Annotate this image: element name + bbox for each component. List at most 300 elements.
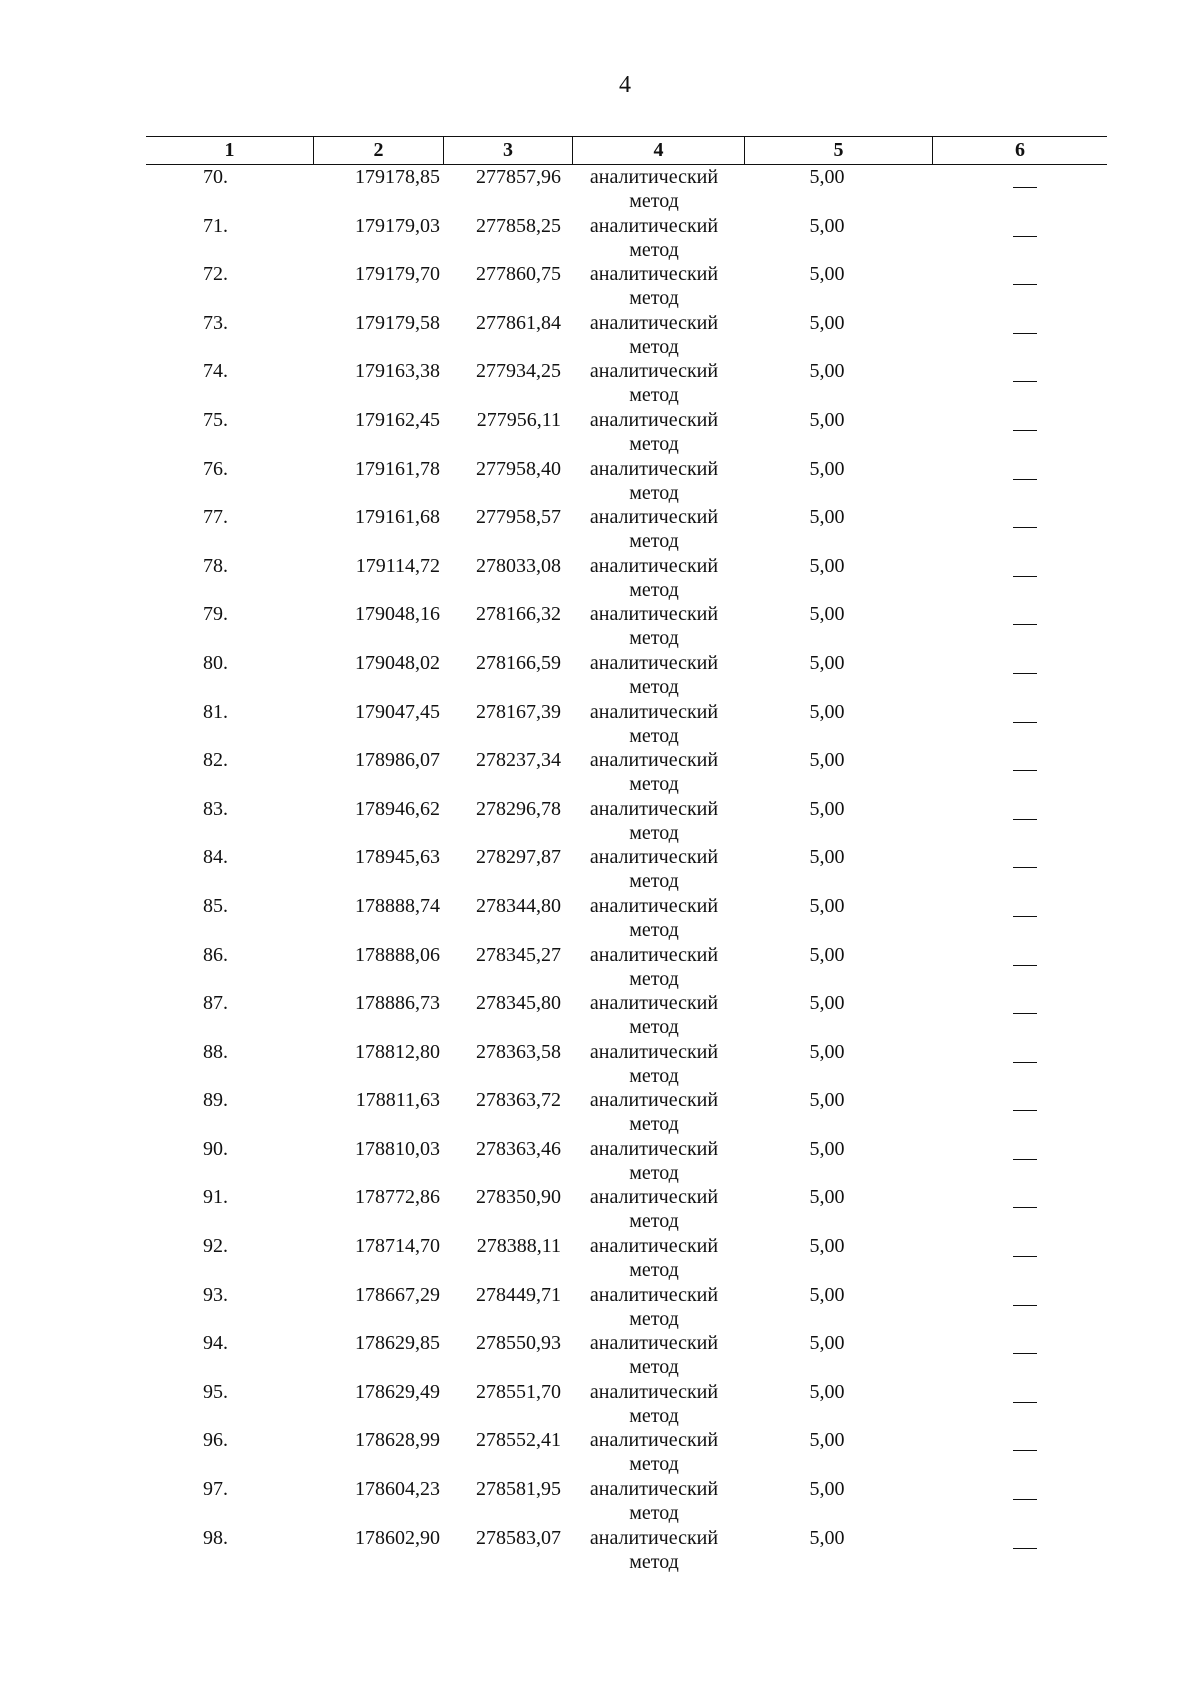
method-cell [573,457,745,506]
precision: 5,00 [809,1040,845,1063]
table-row [146,894,1107,943]
method-line-1: аналитический [589,263,719,286]
coord-y: 278363,46 [476,1137,561,1160]
method-line-2: метод [629,238,679,261]
method-cell [573,602,745,651]
method-line-1: аналитический [589,408,719,431]
coord-y: 278350,90 [476,1186,561,1209]
note-cell [933,359,1107,408]
coord-x: 179162,45 [355,408,440,431]
dash-mark [1013,479,1037,480]
note-cell [933,505,1107,554]
precision: 5,00 [809,457,845,480]
method-line-1: аналитический [589,797,719,820]
method-line-1: аналитический [589,1332,719,1355]
coord-y: 278166,59 [476,651,561,674]
note-cell [933,651,1107,700]
method-cell [573,1428,745,1477]
method-cell [573,408,745,457]
method-line-2: метод [629,1161,679,1184]
point-number: 76. [203,457,228,480]
method-line-2: метод [629,627,679,650]
dash-mark [1013,1402,1037,1403]
method-line-1: аналитический [589,166,719,188]
coord-y: 278033,08 [476,554,561,577]
precision: 5,00 [809,554,845,577]
table-row [146,602,1107,651]
dash-mark [1013,527,1037,528]
method-cell [573,651,745,700]
method-cell [573,1137,745,1186]
point-number: 79. [203,603,228,626]
coord-x: 178811,63 [355,1089,440,1112]
method-line-2: метод [629,1259,679,1282]
method-line-1: аналитический [589,1526,719,1549]
table-row [146,991,1107,1040]
table-row [146,457,1107,506]
coord-y: 277861,84 [476,311,561,334]
coord-x: 179179,58 [355,311,440,334]
table-body [146,165,1107,1574]
coord-y: 277857,96 [476,166,561,188]
method-cell [573,214,745,263]
point-number: 85. [203,894,228,917]
method-line-1: аналитический [589,457,719,480]
coord-y: 278344,80 [476,894,561,917]
coord-x: 178628,99 [355,1429,440,1452]
dash-mark [1013,1110,1037,1111]
table-row [146,165,1107,214]
dash-mark [1013,1548,1037,1549]
precision: 5,00 [809,1429,845,1452]
coord-x: 178772,86 [355,1186,440,1209]
dash-mark [1013,965,1037,966]
table-row [146,1088,1107,1137]
point-number: 89. [203,1089,228,1112]
table-row [146,1331,1107,1380]
note-cell [933,700,1107,749]
precision: 5,00 [809,846,845,869]
precision: 5,00 [809,651,845,674]
dash-mark [1013,381,1037,382]
coord-y: 278552,41 [476,1429,561,1452]
note-cell [933,602,1107,651]
coord-x: 179161,78 [355,457,440,480]
precision: 5,00 [809,311,845,334]
precision: 5,00 [809,408,845,431]
method-line-2: метод [629,821,679,844]
method-line-1: аналитический [589,506,719,529]
precision: 5,00 [809,1186,845,1209]
point-number: 74. [203,360,228,383]
precision: 5,00 [809,943,845,966]
coord-x: 179179,03 [355,214,440,237]
method-cell [573,165,745,214]
method-line-2: метод [629,1550,679,1573]
coord-y: 278388,11 [476,1235,561,1258]
precision: 5,00 [809,1380,845,1403]
method-cell [573,359,745,408]
table-row [146,845,1107,894]
coord-y: 277860,75 [476,263,561,286]
method-cell [573,943,745,992]
note-cell [933,1380,1107,1429]
dash-mark [1013,1207,1037,1208]
coord-x: 178714,70 [355,1235,440,1258]
precision: 5,00 [809,263,845,286]
method-line-1: аналитический [589,1235,719,1258]
method-line-2: метод [629,1356,679,1379]
point-number: 71. [203,214,228,237]
table-row [146,1040,1107,1089]
coord-x: 178667,29 [355,1283,440,1306]
method-line-1: аналитический [589,846,719,869]
method-line-1: аналитический [589,360,719,383]
point-number: 87. [203,992,228,1015]
dash-mark [1013,430,1037,431]
note-cell [933,1185,1107,1234]
method-line-2: метод [629,335,679,358]
method-line-1: аналитический [589,749,719,772]
note-cell [933,1526,1107,1575]
coord-x: 179048,02 [355,651,440,674]
method-cell [573,1380,745,1429]
precision: 5,00 [809,992,845,1015]
note-cell [933,943,1107,992]
coordinates-table [146,136,1107,1574]
point-number: 84. [203,846,228,869]
coord-y: 278583,07 [476,1526,561,1549]
dash-mark [1013,1353,1037,1354]
method-line-2: метод [629,1016,679,1039]
point-number: 72. [203,263,228,286]
method-cell [573,505,745,554]
coord-x: 178602,90 [355,1526,440,1549]
method-cell [573,1088,745,1137]
note-cell [933,797,1107,846]
precision: 5,00 [809,1089,845,1112]
table-row [146,1380,1107,1429]
table-row [146,943,1107,992]
method-cell [573,991,745,1040]
method-line-2: метод [629,1502,679,1525]
method-cell [573,1234,745,1283]
dash-mark [1013,673,1037,674]
point-number: 96. [203,1429,228,1452]
dash-mark [1013,1013,1037,1014]
note-cell [933,894,1107,943]
method-cell [573,1283,745,1332]
method-line-2: метод [629,432,679,455]
method-cell [573,797,745,846]
header-col-1: 1 [146,137,314,164]
method-line-1: аналитический [589,214,719,237]
point-number: 94. [203,1332,228,1355]
method-line-1: аналитический [589,894,719,917]
table-row [146,748,1107,797]
coord-y: 278297,87 [476,846,561,869]
coord-x: 178886,73 [355,992,440,1015]
dash-mark [1013,916,1037,917]
method-cell [573,894,745,943]
method-line-1: аналитический [589,1137,719,1160]
table-row [146,262,1107,311]
coord-y: 277858,25 [476,214,561,237]
method-line-2: метод [629,870,679,893]
note-cell [933,1137,1107,1186]
note-cell [933,991,1107,1040]
table-row [146,505,1107,554]
method-line-2: метод [629,675,679,698]
dash-mark [1013,1256,1037,1257]
dash-mark [1013,1305,1037,1306]
coord-x: 178946,62 [355,797,440,820]
dash-mark [1013,333,1037,334]
method-line-1: аналитический [589,1380,719,1403]
note-cell [933,1234,1107,1283]
method-line-2: метод [629,724,679,747]
precision: 5,00 [809,360,845,383]
method-cell [573,1526,745,1575]
precision: 5,00 [809,1283,845,1306]
precision: 5,00 [809,506,845,529]
coord-x: 179048,16 [355,603,440,626]
table-row [146,408,1107,457]
point-number: 98. [203,1526,228,1549]
precision: 5,00 [809,1332,845,1355]
coord-y: 277958,57 [476,506,561,529]
point-number: 95. [203,1380,228,1403]
dash-mark [1013,770,1037,771]
coord-y: 277934,25 [476,360,561,383]
dash-mark [1013,576,1037,577]
coord-y: 278581,95 [476,1478,561,1501]
method-cell [573,845,745,894]
point-number: 93. [203,1283,228,1306]
point-number: 75. [203,408,228,431]
method-line-2: метод [629,190,679,212]
point-number: 81. [203,700,228,723]
point-number: 78. [203,554,228,577]
method-line-2: метод [629,384,679,407]
coord-x: 179178,85 [355,166,440,188]
table-row [146,1234,1107,1283]
coord-y: 278551,70 [476,1380,561,1403]
method-cell [573,1040,745,1089]
table-row [146,1428,1107,1477]
point-number: 97. [203,1478,228,1501]
coord-x: 178888,74 [355,894,440,917]
dash-mark [1013,1499,1037,1500]
header-col-2: 2 [314,137,444,164]
note-cell [933,1477,1107,1526]
dash-mark [1013,1159,1037,1160]
method-line-1: аналитический [589,700,719,723]
note-cell [933,457,1107,506]
method-line-2: метод [629,287,679,310]
dash-mark [1013,284,1037,285]
header-col-6: 6 [1015,139,1025,161]
point-number: 77. [203,506,228,529]
method-line-2: метод [629,1064,679,1087]
point-number: 92. [203,1235,228,1258]
method-cell [573,311,745,360]
precision: 5,00 [809,1526,845,1549]
method-line-2: метод [629,773,679,796]
method-line-2: метод [629,967,679,990]
coord-y: 278449,71 [476,1283,561,1306]
table-row [146,1477,1107,1526]
dash-mark [1013,867,1037,868]
method-line-2: метод [629,578,679,601]
coord-y: 278296,78 [476,797,561,820]
table-row [146,359,1107,408]
point-number: 70. [203,166,228,188]
point-number: 80. [203,651,228,674]
note-cell [933,1088,1107,1137]
table-row [146,311,1107,360]
precision: 5,00 [809,214,845,237]
coord-y: 277956,11 [476,408,561,431]
precision: 5,00 [809,1478,845,1501]
note-cell [933,1331,1107,1380]
note-cell [933,165,1107,214]
method-cell [573,554,745,603]
dash-mark [1013,624,1037,625]
coord-x: 178810,03 [355,1137,440,1160]
coord-x: 178812,80 [355,1040,440,1063]
dash-mark [1013,236,1037,237]
coord-y: 278237,34 [476,749,561,772]
coord-y: 278167,39 [476,700,561,723]
table-row [146,1526,1107,1575]
method-line-1: аналитический [589,554,719,577]
note-cell [933,214,1107,263]
method-line-2: метод [629,1307,679,1330]
coord-y: 277958,40 [476,457,561,480]
coord-y: 278166,32 [476,603,561,626]
point-number: 90. [203,1137,228,1160]
table-row [146,554,1107,603]
method-line-2: метод [629,1113,679,1136]
method-line-2: метод [629,530,679,553]
header-col-5: 5 [745,137,933,164]
note-cell [933,1283,1107,1332]
method-line-2: метод [629,1404,679,1427]
precision: 5,00 [809,1235,845,1258]
table-row [146,1185,1107,1234]
point-number: 86. [203,943,228,966]
method-line-2: метод [629,1210,679,1233]
method-line-2: метод [629,1453,679,1476]
note-cell [933,554,1107,603]
method-cell [573,1477,745,1526]
dash-mark [1013,1062,1037,1063]
table-row [146,651,1107,700]
table-row [146,797,1107,846]
coord-x: 178629,85 [355,1332,440,1355]
method-line-1: аналитический [589,1186,719,1209]
note-cell [933,1040,1107,1089]
point-number: 91. [203,1186,228,1209]
method-line-1: аналитический [589,603,719,626]
note-cell [933,748,1107,797]
coord-x: 179163,38 [355,360,440,383]
coord-y: 278363,58 [476,1040,561,1063]
method-line-1: аналитический [589,311,719,334]
method-line-1: аналитический [589,1283,719,1306]
precision: 5,00 [809,700,845,723]
method-cell [573,262,745,311]
precision: 5,00 [809,749,845,772]
point-number: 73. [203,311,228,334]
method-line-1: аналитический [589,943,719,966]
header-col-4: 4 [573,137,745,164]
coord-y: 278550,93 [476,1332,561,1355]
method-line-1: аналитический [589,1478,719,1501]
method-cell [573,700,745,749]
precision: 5,00 [809,894,845,917]
coord-x: 178604,23 [355,1478,440,1501]
precision: 5,00 [809,603,845,626]
precision: 5,00 [809,166,845,188]
coord-y: 278363,72 [476,1089,561,1112]
method-cell [573,1331,745,1380]
page-number: 4 [619,72,631,98]
dash-mark [1013,722,1037,723]
coord-x: 179161,68 [355,506,440,529]
method-line-1: аналитический [589,1089,719,1112]
table-row [146,700,1107,749]
precision: 5,00 [809,1137,845,1160]
method-line-1: аналитический [589,1429,719,1452]
table-row [146,1283,1107,1332]
dash-mark [1013,187,1037,188]
note-cell [933,408,1107,457]
method-line-1: аналитический [589,651,719,674]
coord-x: 179179,70 [355,263,440,286]
method-line-1: аналитический [589,1040,719,1063]
header-col-3: 3 [444,137,573,164]
point-number: 83. [203,797,228,820]
method-cell [573,748,745,797]
coord-x: 179047,45 [355,700,440,723]
precision: 5,00 [809,797,845,820]
dash-mark [1013,819,1037,820]
coord-y: 278345,80 [476,992,561,1015]
method-cell [573,1185,745,1234]
coord-x: 178629,49 [355,1380,440,1403]
table-header-row [146,136,1107,165]
coord-x: 178986,07 [355,749,440,772]
method-line-1: аналитический [589,992,719,1015]
point-number: 88. [203,1040,228,1063]
note-cell [933,311,1107,360]
point-number: 82. [203,749,228,772]
coord-x: 178945,63 [355,846,440,869]
coord-x: 178888,06 [355,943,440,966]
method-line-2: метод [629,918,679,941]
table-row [146,214,1107,263]
note-cell [933,1428,1107,1477]
method-line-2: метод [629,481,679,504]
coord-x: 179114,72 [355,554,440,577]
coord-y: 278345,27 [476,943,561,966]
table-row [146,1137,1107,1186]
dash-mark [1013,1450,1037,1451]
note-cell [933,845,1107,894]
note-cell [933,262,1107,311]
